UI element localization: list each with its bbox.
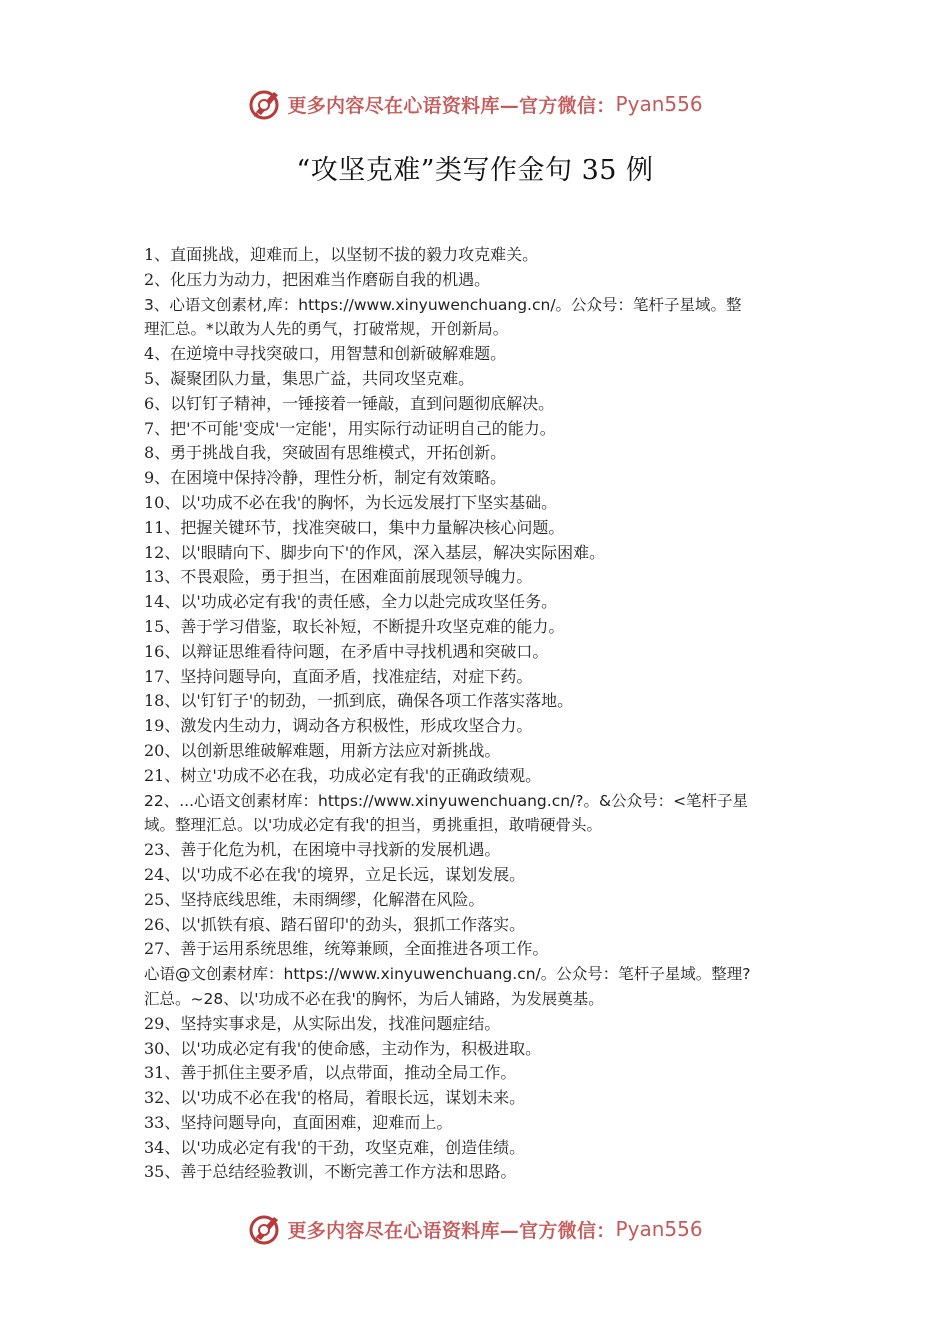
list-item: 31、善于抓住主要矛盾，以点带面，推动全局工作。 (144, 1063, 517, 1083)
list-item: 26、以'抓铁有痕、踏石留印'的劲头，狠抓工作落实。 (144, 914, 526, 934)
list-item: 心语@文创素材库：https://www.xinyuwenchuang.cn/。公众号：笔杆子星域。整理? (144, 965, 751, 984)
list-item: 33、坚持问题导向，直面困难，迎难而上。 (144, 1112, 453, 1132)
list-item: 2、化压力为动力，把困难当作磨砺自我的机遇。 (144, 269, 491, 289)
list-item: 13、不畏艰险，勇于担当，在困难面前展现领导魄力。 (144, 567, 533, 587)
list-item: 11、把握关键环节，找准突破口，集中力量解决核心问题。 (144, 517, 565, 537)
list-item: 14、以'功成必定有我'的责任感，全力以赴完成攻坚任务。 (144, 592, 558, 612)
list-item: 12、以'眼睛向下、脚步向下'的作风，深入基层，解决实际困难。 (144, 542, 606, 562)
footer-banner (0, 1209, 950, 1249)
list-item: 10、以'功成不必在我'的胸怀，为长远发展打下坚实基础。 (144, 492, 558, 512)
list-item: 25、坚持底线思维，未雨绸缪，化解潜在风险。 (144, 889, 485, 909)
list-item: 9、在困境中保持冷静，理性分析，制定有效策略。 (144, 468, 507, 488)
list-item: 24、以'功成不必在我'的境界，立足长远，谋划发展。 (144, 864, 526, 884)
list-item: 4、在逆境中寻找突破口，用智慧和创新破解难题。 (144, 344, 507, 364)
list-item: 域。整理汇总。以'功成必定有我'的担当，勇挑重担，敢啃硬骨头。 (144, 816, 603, 835)
list-item: 6、以钉钉子精神，一锤接着一锤敲，直到问题彻底解决。 (144, 393, 555, 413)
list-item: 22、...心语文创素材库：https://www.xinyuwenchuang.cn/?。&公众号：<笔杆子星 (144, 791, 749, 810)
list-item: 5、凝聚团队力量，集思广益，共同攻坚克难。 (144, 368, 475, 388)
list-item: 汇总。~28、以'功成不必在我'的胸怀，为后人铺路，为发展奠基。 (144, 989, 604, 1008)
list-item: 29、坚持实事求是，从实际出发，找准问题症结。 (144, 1013, 501, 1033)
list-item: 21、树立'功成不必在我，功成必定有我'的正确政绩观。 (144, 765, 542, 785)
list-item: 23、善于化危为机，在困境中寻找新的发展机遇。 (144, 840, 501, 860)
list-item: 32、以'功成不必在我'的格局，着眼长远，谋划未来。 (144, 1088, 526, 1108)
list-item: 16、以辩证思维看待问题，在矛盾中寻找机遇和突破口。 (144, 641, 549, 661)
list-item: 17、坚持问题导向，直面矛盾，找准症结，对症下药。 (144, 666, 533, 686)
banner-text: 更多内容尽在心语资料库—官方微信： (287, 94, 616, 117)
list-item: 19、激发内生动力，调动各方积极性，形成攻坚合力。 (144, 716, 533, 736)
list-item: 30、以'功成必定有我'的使命感，主动作为，积极进取。 (144, 1038, 542, 1058)
document-title: “攻坚克难”类写作金句 35 例 (296, 155, 654, 186)
list-item: 20、以创新思维破解难题，用新方法应对新挑战。 (144, 740, 501, 760)
header-banner (0, 84, 950, 124)
list-item: 34、以'功成必定有我'的干劲，攻坚克难，创造佳绩。 (144, 1137, 526, 1157)
banner-wechat-id: Pyan556 (615, 92, 703, 116)
list-item: 18、以'钉钉子'的韧劲，一抓到底，确保各项工作落实落地。 (144, 691, 574, 711)
list-item: 27、善于运用系统思维，统筹兼顾，全面推进各项工作。 (144, 939, 549, 959)
list-item: 3、心语文创素材,库：https://www.xinyuwenchuang.cn/。公众号：笔杆子星域。整 (144, 295, 742, 314)
list-item: 8、勇于挑战自我，突破固有思维模式，开拓创新。 (144, 443, 507, 463)
list-item: 15、善于学习借鉴，取长补短，不断提升攻坚克难的能力。 (144, 616, 565, 636)
list-item: 7、把'不可能'变成'一定能'，用实际行动证明自己的能力。 (144, 418, 556, 438)
pen-logo-icon (247, 1211, 283, 1247)
banner-wechat-id: Pyan556 (615, 1217, 703, 1241)
list-item: 35、善于总结经验教训，不断完善工作方法和思路。 (144, 1162, 517, 1182)
pen-logo-icon (247, 86, 283, 122)
list-item: 理汇总。*以敢为人先的勇气，打破常规，开创新局。 (144, 320, 509, 339)
document-body (144, 243, 810, 1185)
banner-text: 更多内容尽在心语资料库—官方微信： (287, 1219, 616, 1242)
list-item: 1、直面挑战，迎难而上，以坚韧不拔的毅力攻克难关。 (144, 245, 539, 264)
